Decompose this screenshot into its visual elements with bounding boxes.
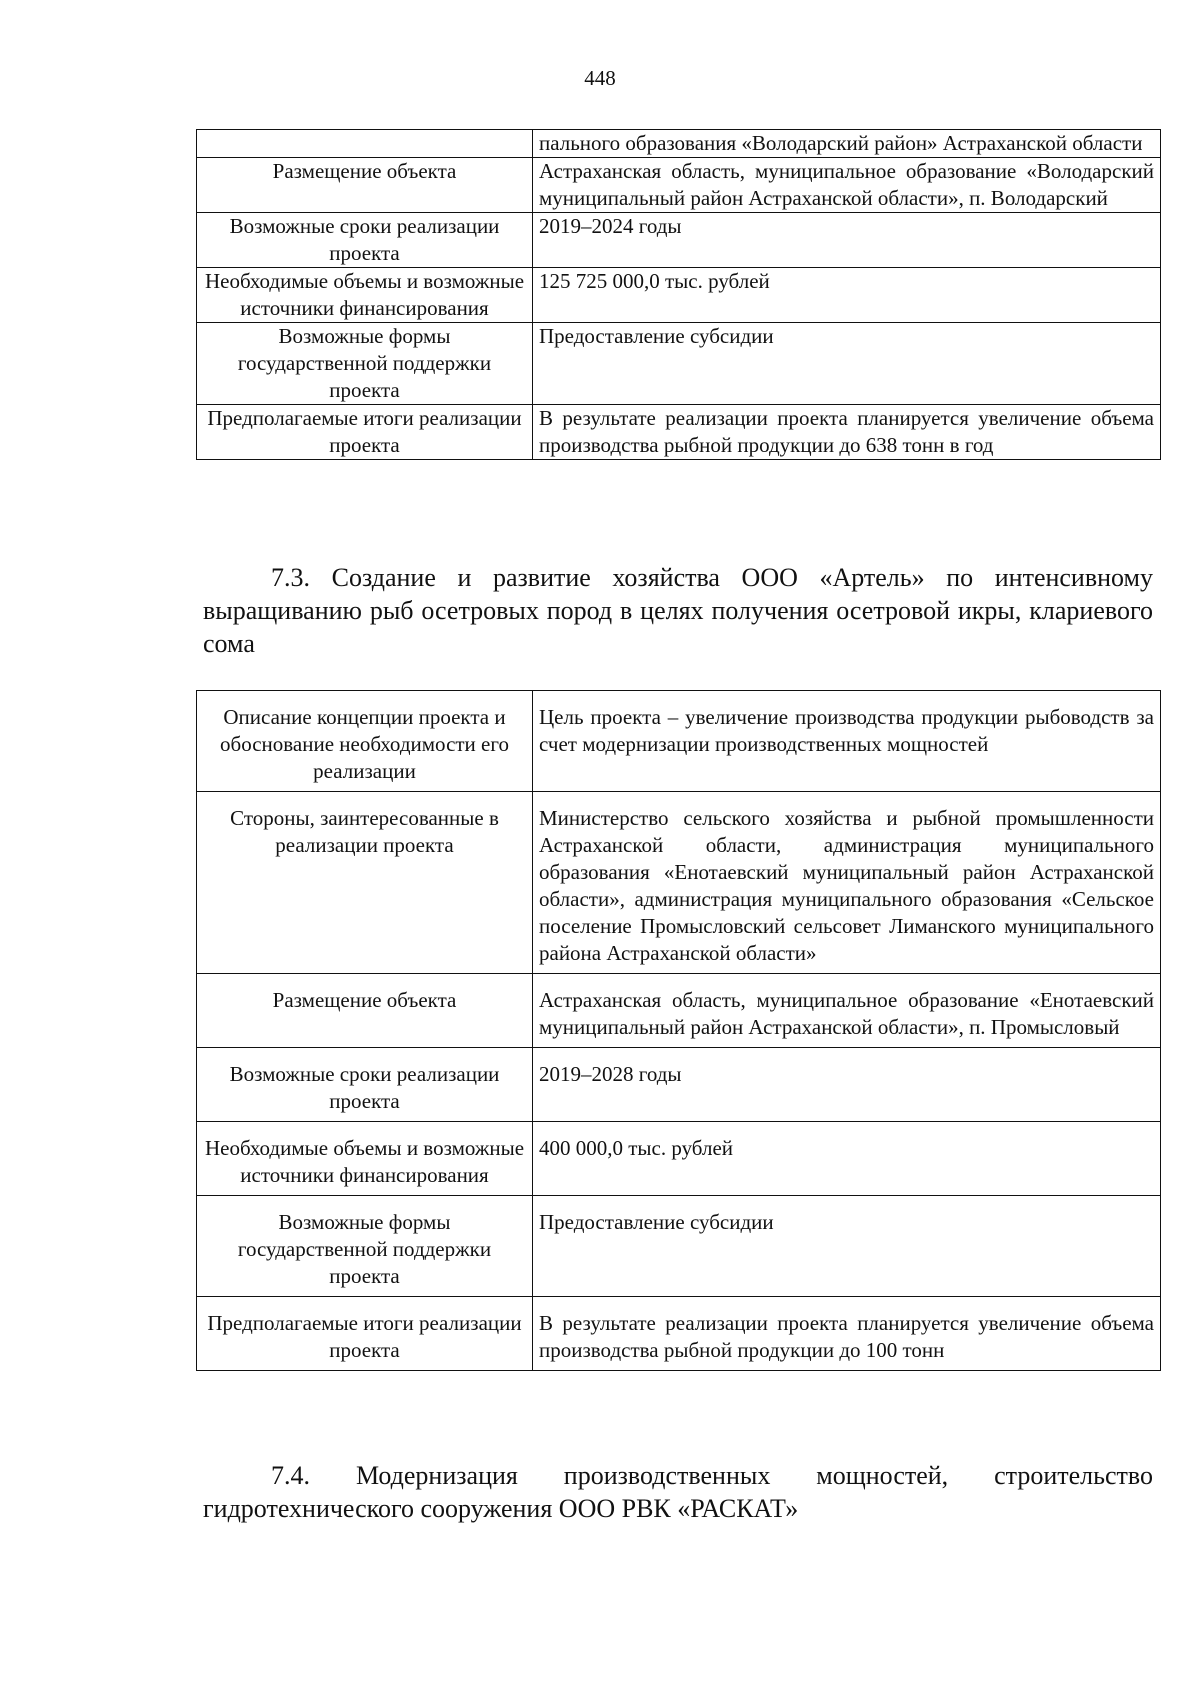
table-row — [197, 323, 1161, 405]
row-value: Цель проекта – увеличение производства продукции рыбоводств за счет модернизации производственных мощностей — [533, 691, 1161, 792]
row-label: Возможные сроки реализации проекта — [197, 1048, 533, 1122]
row-label: Возможные формы государственной поддержки проекта — [197, 323, 533, 405]
page-number: 448 — [584, 66, 616, 90]
table-row — [197, 130, 1161, 158]
table-row — [197, 1196, 1161, 1297]
row-value: пального образования «Володарский район» Астраханской области — [533, 130, 1161, 158]
project-passport-table-7-2-continuation — [196, 129, 1161, 460]
row-label: Описание концепции проекта и обоснование необходимости его реализации — [197, 691, 533, 792]
row-label: Предполагаемые итоги реализации проекта — [197, 405, 533, 460]
table-row — [197, 691, 1161, 792]
row-label: Предполагаемые итоги реализации проекта — [197, 1297, 533, 1371]
row-value: В результате реализации проекта планируется увеличение объема производства рыбной продукции до 638 тонн в год — [533, 405, 1161, 460]
row-label: Стороны, заинтересованные в реализации проекта — [197, 792, 533, 974]
section-heading-7-3: 7.3. Создание и развитие хозяйства ООО «Артель» по интенсивному выращиванию рыб осетровых пород в целях получения осетровой икры, клариевого сома — [203, 563, 1153, 658]
row-label: Необходимые объемы и возможные источники финансирования — [197, 1122, 533, 1196]
row-value: Министерство сельского хозяйства и рыбной промышленности Астраханской области, администрация муниципального образования «Енотаевский муниципальный район Астраханской области», администрация муниципального образования «Сельское поселение Промысловский сельсовет Лиманского муниципального района Астраханской области» — [533, 792, 1161, 974]
row-value: Предоставление субсидии — [533, 1196, 1161, 1297]
row-value: 2019–2024 годы — [533, 213, 1161, 268]
table-row — [197, 1122, 1161, 1196]
row-label — [197, 130, 533, 158]
row-label: Необходимые объемы и возможные источники финансирования — [197, 268, 533, 323]
table-row — [197, 974, 1161, 1048]
row-value: 2019–2028 годы — [533, 1048, 1161, 1122]
table-row — [197, 792, 1161, 974]
row-label: Размещение объекта — [197, 974, 533, 1048]
row-value: 125 725 000,0 тыс. рублей — [533, 268, 1161, 323]
table-row — [197, 213, 1161, 268]
row-value: Предоставление субсидии — [533, 323, 1161, 405]
row-label: Возможные формы государственной поддержки проекта — [197, 1196, 533, 1297]
section-heading-7-4: 7.4. Модернизация производственных мощностей, строительство гидротехнического сооружения ООО РВК «РАСКАТ» — [203, 1461, 1153, 1523]
row-value: В результате реализации проекта планируется увеличение объема производства рыбной продукции до 100 тонн — [533, 1297, 1161, 1371]
table-row — [197, 158, 1161, 213]
table-row — [197, 268, 1161, 323]
table-row — [197, 1297, 1161, 1371]
row-label: Размещение объекта — [197, 158, 533, 213]
row-label: Возможные сроки реализации проекта — [197, 213, 533, 268]
row-value: 400 000,0 тыс. рублей — [533, 1122, 1161, 1196]
row-value: Астраханская область, муниципальное образование «Енотаевский муниципальный район Астраханской области», п. Промысловый — [533, 974, 1161, 1048]
project-passport-table-7-3 — [196, 690, 1161, 1371]
table-row — [197, 1048, 1161, 1122]
row-value: Астраханская область, муниципальное образование «Володарский муниципальный район Астраханской области», п. Володарский — [533, 158, 1161, 213]
table-row — [197, 405, 1161, 460]
